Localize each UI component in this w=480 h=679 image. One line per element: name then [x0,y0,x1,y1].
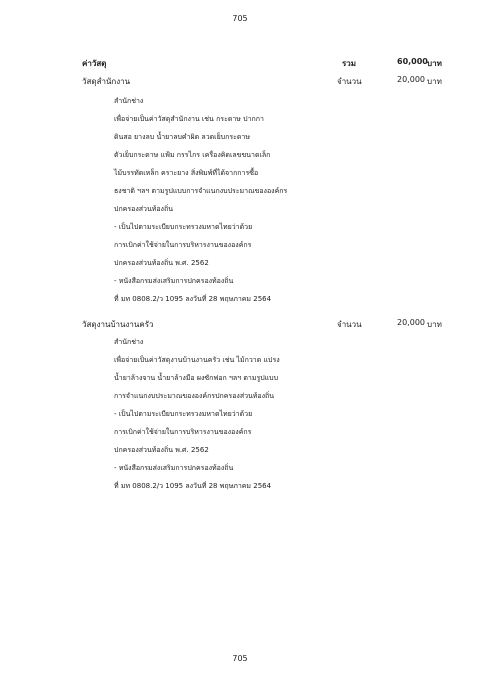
item-unit: บาท [427,320,442,329]
item-unit: บาท [427,77,442,86]
total-amount: 60,000 [397,57,428,66]
description-line: สำนักช่าง [114,338,144,346]
description-line: น้ำยาล้างจาน น้ำยาล้างมือ ผงซักฟอก ฯลฯ ตามรูปแบบ [114,374,279,382]
description-line: ที่ มท 0808.2/ว 1095 ลงวันที่ 28 พฤษภาคม 2564 [114,482,272,490]
description-line: การเบิกค่าใช้จ่ายในการบริหารงานขององค์กร [114,241,252,249]
description-line: - หนังสือกรมส่งเสริมการปกครองท้องถิ่น [114,464,234,472]
description-line: - เป็นไปตามระเบียบกระทรวงมหาดไทยว่าด้วย [114,410,253,418]
item-name-household-supplies: วัสดุงานบ้านงานครัว [82,320,154,329]
item-amount: 20,000 [397,75,425,84]
description-line: เพื่อจ่ายเป็นค่าวัสดุสำนักงาน เช่น กระดาษ ปากกา [114,115,264,123]
description-line: ที่ มท 0808.2/ว 1095 ลงวันที่ 28 พฤษภาคม 2564 [114,295,272,303]
description-line: - เป็นไปตามระเบียบกระทรวงมหาดไทยว่าด้วย [114,223,253,231]
item-amount: 20,000 [397,318,425,327]
description-line: สำนักช่าง [114,97,144,105]
item-amount-label: จำนวน [337,320,362,329]
description-line: ตัวเย็บกระดาษ แฟ้ม กรรไกร เครื่องคิดเลขขนาดเล็ก [114,151,271,159]
page-number-bottom: 705 [232,654,248,663]
description-line: ปกครองส่วนท้องถิ่น [114,205,173,213]
description-line: เพื่อจ่ายเป็นค่าวัสดุงานบ้านงานครัว เช่น ไม้กวาด แปรง [114,356,280,364]
item-name-office-supplies: วัสดุสำนักงาน [82,77,131,86]
page-number-top: 705 [232,14,248,23]
description-line: ดินสอ ยางลบ น้ำยาลบคำผิด ลวดเย็บกระดาษ [114,133,250,141]
total-label: รวม [342,59,357,68]
description-line: การเบิกค่าใช้จ่ายในการบริหารงานขององค์กร [114,428,252,436]
description-line: ปกครองส่วนท้องถิ่น พ.ศ. 2562 [114,446,209,454]
description-line: การจำแนกงบประมาณขององค์กรปกครองส่วนท้องถิ่น [114,392,275,400]
description-line: ธงชาติ ฯลฯ ตามรูปแบบการจำแนกงบประมาณขององค์กร [114,187,288,195]
section-title: ค่าวัสดุ [82,59,107,68]
description-line: - หนังสือกรมส่งเสริมการปกครองท้องถิ่น [114,277,234,285]
total-unit: บาท [427,59,442,68]
item-amount-label: จำนวน [337,77,362,86]
description-line: ปกครองส่วนท้องถิ่น พ.ศ. 2562 [114,259,209,267]
description-line: ไม้บรรทัดเหล็ก คราะยาง สิ่งพิมพ์ที่ได้จากการซื้อ [114,169,259,177]
